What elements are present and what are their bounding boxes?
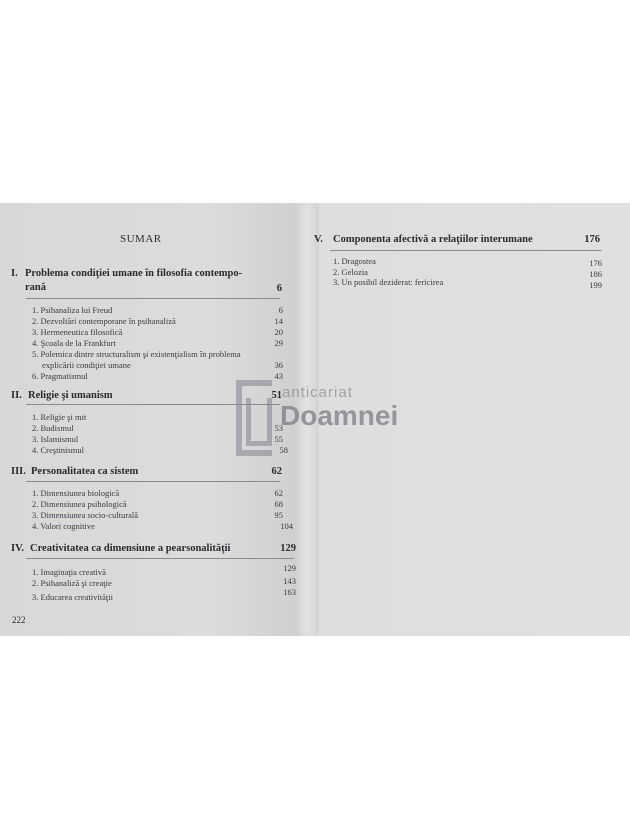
chapter-title: Problema condiţiei umane în filosofia contempo- [25, 268, 243, 279]
toc-item: 1. Imaginaţia creativă [32, 567, 106, 577]
toc-item-cont: explicării condiţiei umane [42, 360, 131, 370]
toc-item: 2. Dimensiunea psihologică [32, 499, 127, 509]
toc-item-page: 20 [274, 327, 283, 337]
toc-item-page: 104 [280, 521, 293, 531]
chapter-3-page: 62 [271, 466, 282, 477]
toc-item: 1. Dimensiunea biologică [32, 488, 120, 498]
toc-item: 3. Dimensiunea socio-culturală [32, 510, 138, 520]
chapter-title: Componenta afectivă a relaţiilor interumane [333, 234, 533, 245]
toc-item: 3. Educarea creativităţii [32, 592, 113, 602]
toc-item: 4. Şcoala de la Frankfurt [32, 338, 116, 348]
divider [330, 250, 602, 251]
toc-item: 1. Dragostea [333, 256, 376, 266]
toc-item-page: 95 [274, 510, 283, 520]
toc-item: 3. Un posibil deziderat: fericirea [333, 277, 444, 287]
divider [26, 298, 280, 299]
toc-item: 4. Valori cognitive [32, 521, 95, 531]
toc-item: 6. Pragmatismul [32, 371, 88, 381]
page-number: 222 [12, 615, 26, 625]
toc-item-page: 43 [274, 371, 283, 381]
contents-heading: SUMAR [120, 233, 162, 245]
toc-item-page: 62 [274, 488, 283, 498]
watermark-line1: anticariat [282, 384, 353, 401]
chapter-2-page: 51 [271, 390, 282, 401]
toc-item: 2. Psihanaliză şi creaţie [32, 578, 112, 588]
toc-item-page: 6 [278, 305, 283, 315]
chapter-title-cont: rană [25, 282, 46, 293]
chapter-1-page: 6 [276, 283, 282, 294]
toc-item: 4. Creştinismul [32, 445, 84, 455]
toc-item-page: 58 [279, 445, 288, 455]
chapter-title: Religie şi umanism [28, 390, 113, 401]
toc-item-page: 53 [274, 423, 283, 433]
toc-item-page: 129 [283, 563, 296, 573]
toc-item: 2. Dezvoltări contemporane în psihanaliză [32, 316, 176, 326]
toc-item: 1. Religie şi mit [32, 412, 87, 422]
watermark-line2: Doamnei [280, 400, 399, 431]
toc-item-page: 143 [283, 576, 296, 586]
chapter-number: II. [11, 390, 22, 401]
toc-item-page: 68 [274, 499, 283, 509]
watermark-logo [236, 380, 436, 460]
toc-item: 3. Islamismul [32, 434, 79, 444]
chapter-5-page: 176 [584, 234, 600, 245]
toc-item-page: 36 [274, 360, 283, 370]
toc-item-page: 55 [274, 434, 283, 444]
toc-item-page: 163 [283, 587, 296, 597]
toc-item-page: 29 [274, 338, 283, 348]
toc-item: 3. Hermeneutica filosofică [32, 327, 123, 337]
chapter-number: IV. [11, 543, 24, 554]
logo-mark-inner [246, 398, 272, 446]
divider [26, 481, 280, 482]
chapter-4-page: 129 [280, 543, 296, 554]
toc-item-page: 176 [589, 258, 602, 268]
toc-item: 2. Budismul [32, 423, 74, 433]
divider [26, 558, 294, 559]
toc-item-page: 199 [589, 280, 602, 290]
chapter-number: V. [314, 234, 323, 245]
toc-item-page: 186 [589, 269, 602, 279]
chapter-number: I. [11, 268, 18, 279]
toc-item: 2. Gelozia [333, 267, 368, 277]
chapter-title: Personalitatea ca sistem [31, 466, 139, 477]
toc-item: 5. Polemica dintre structuralism şi existenţialism în problema [32, 349, 241, 359]
chapter-number: III. [11, 466, 26, 477]
chapter-title: Creativitatea ca dimensiune a pearsonalităţii [30, 543, 231, 554]
toc-item: 1. Psihanaliza lui Freud [32, 305, 113, 315]
toc-item-page: 14 [274, 316, 283, 326]
